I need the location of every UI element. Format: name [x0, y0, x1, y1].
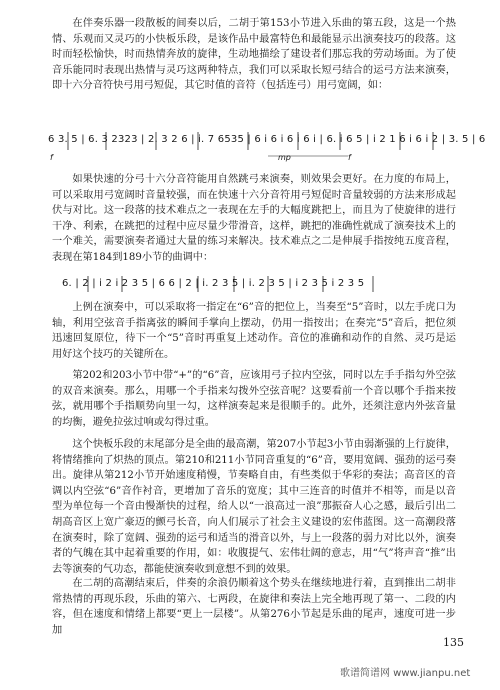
page-number: 135 — [443, 636, 464, 649]
site-watermark: 歌谱简谱网 www.jianpu.net — [340, 668, 471, 679]
paragraph-1: 在伴奏乐器一段散板的间奏以后，二胡于第153小节进入乐曲的第五段，这是一个热情、乐观而又灵巧的小快板乐段，是该作品中最富特色和最能显示出演奏技巧的段落。这时而轻松愉快，时而热情奔放的旋律，生动地描绘了建设者们那忘我的劳动场面。为了使音乐能同时表现出热情与灵巧这两种特点，我们可以采取长短弓结合的运弓方法来演奏，即十六分音符快弓用弓短促，其它时值的音符（包括连弓）用弓宽阔，如： — [52, 18, 456, 92]
paragraph-6: 在二胡的高潮结束后，伴奏的余浪仍顺着这个势头在继续地进行着，直到推出二胡非常热情的再现乐段，乐曲的第六、七两段，在旋律和奏法上完全地再现了第一、二段的内容，但在速度和情绪上都要“更上一层楼”。从第276小节起是乐曲的尾声，速度可进一步加 — [52, 578, 456, 636]
example-1-dynamic-mp: mp — [278, 153, 291, 162]
example-1-dynamic-f2: f — [348, 153, 351, 162]
example-2-notes: 6. | 2 | i 2 i 2 3 5 | 6 6 | 2 | i. 2 3 5 | i. 2 3 5 | i 2 3 5 i 2 3 5 — [62, 278, 365, 289]
paragraph-3: 上例在演奏中，可以采取将一指定在“6”音的把位上，当奏至“5”音时，以左手虎口为轴，利用空弦音手指离弦的瞬间手掌向上摆动，仍用一指按出；在奏完“5”音后，把位须迅速回复原位，待下一个“5”音时再重复上述动作。音位的准确和动作的自然、灵巧是运用好这个技巧的关键所在。 — [52, 302, 456, 360]
paragraph-2: 如果快速的分弓十六分音符能用自然跳弓来演奏，则效果会更好。在力度的布局上，可以采取用弓宽阔时音量较强，而在快速十六分音符用弓短促时音量较弱的方法来形成起伏与对比。这一段落的技术难点之一表现在左手的大幅度跳把上，而且为了使旋律的进行干净、利索，在跳把的过程中应尽量少带滑音，这样，跳把的准确性就成了演奏技术上的一个难关，需要演奏者通过大量的练习来解决。技术难点之二是伸展手指按纯五度音程，表现在第184到189小节的曲调中： — [52, 174, 456, 263]
paragraph-5: 这个快板乐段的末尾部分是全曲的最高潮，第207小节起3小节由弱渐强的上行旋律，将情绪推向了炽热的顶点。第210和211小节同音重复的“6”音，要用宽阔、强劲的运弓奏出。旋律从第212小节开始速度稍慢，节奏略自由，有些类似于华彩的奏法；高音区的音调以内空弦“6”音作衬音，更增加了音乐的宽度；其中三连音的时值并不相等，而是以音型为单位每一个音由慢渐快的过程，给人以“一浪高过一浪”那振奋人心之感，最后引出二胡高音区上宽广豪迈的颤弓长音，向人们展示了社会主义建设的宏伟蓝图。这一高潮段落在演奏时，除了宽阔、强劲的运弓和适当的滑音以外，与上一段落的弱力对比以外，演奏者的气魄在其中起着重要的作用，如：收腹提气、宏伟壮阔的意志，用“气”将声音“推”出去等演奏的气功态，都能使演奏收到意想不到的效果。 — [52, 439, 456, 575]
example-1-notes: 6 3. 5 | 6. 3 2323 | 2. 3 2 6 | i. 7 6535 | 6 i 6 i 6 i 6 i | 6. i 6 5 | i 2 1 6 i 6 i 2 | 3. 5 | 6 — [48, 134, 486, 145]
music-example-1 — [48, 126, 486, 170]
example-1-staff-lines — [48, 126, 458, 166]
example-1-dynamic-f: f — [50, 153, 53, 162]
paragraph-4: 第202和203小节中带“+”的“6”音，应该用弓子拉内空弦，同时以左手手指勾外空弦的双音来演奏。那么，用哪一个手指来勾拨外空弦音呢？这要看前一个音以哪个手指来按弦，就用哪个手指顺势向里一勾，这样演奏起来是很顺手的。此外，还须注意内外弦音量的均衡，避免拉弦过响或勾得过重。 — [52, 370, 456, 428]
